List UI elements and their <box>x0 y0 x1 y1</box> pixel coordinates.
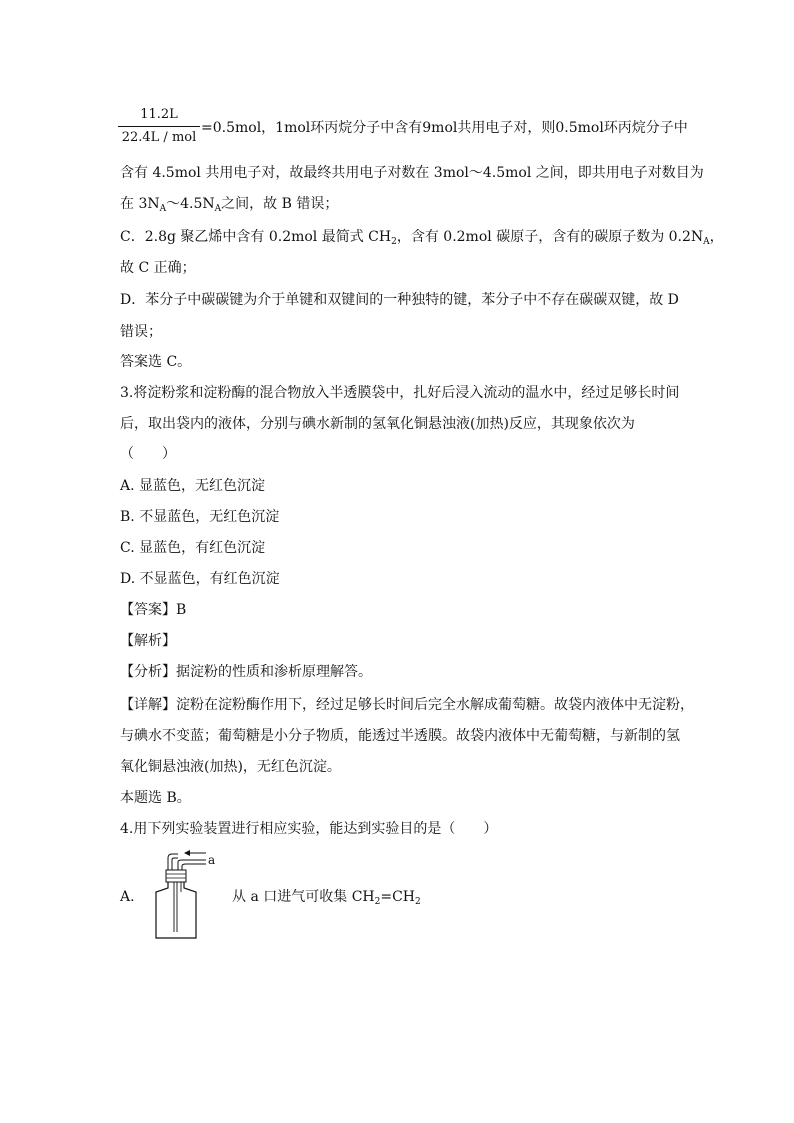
apparatus-label-a: a <box>208 853 216 867</box>
fraction <box>118 106 200 146</box>
q4-option-a-label: A. <box>120 889 135 905</box>
text-line-1: =0.5mol，1mol环丙烷分子中含有9mol共用电子对，则0.5mol环丙烷分子中 <box>201 120 688 136</box>
q3-stem-line-1: 3.将淀粉浆和淀粉酶的混合物放入半透膜袋中，扎好后浸入流动的温水中，经过足够长时间 <box>120 385 680 401</box>
text-line-3 <box>120 194 338 214</box>
q3-option-d: D. 不显蓝色，有红色沉淀 <box>120 571 280 587</box>
q3-answer <box>120 600 186 620</box>
q3-analysis-label: 【解析】 <box>120 633 176 649</box>
text-line-4 <box>120 227 724 247</box>
fraction-numerator: 11.2L <box>140 107 178 122</box>
q3-fenxi <box>120 662 372 682</box>
line3-part-a: 在 3N <box>120 196 160 212</box>
line4-part-b: ，含有 0.2mol 碳原子，含有的碳原子数为 0.2N <box>396 229 704 245</box>
detail-text-1: 淀粉在淀粉酶作用下，经过足够长时间后完全水解成葡萄糖。故袋内液体中无淀粉， <box>176 697 694 713</box>
q4-option-a-text <box>232 887 421 907</box>
q3-detail-line-3: 氧化铜悬浊液(加热)，无红色沉淀。 <box>120 759 341 775</box>
fenxi-text: 据淀粉的性质和渗析原理解答。 <box>176 664 372 680</box>
text-line-5: 故 C 正确； <box>120 260 196 276</box>
q3-detail-line-1 <box>120 695 694 715</box>
opta-sub-1: 2 <box>374 897 381 907</box>
answer-value: B <box>176 602 187 618</box>
line4-part-a: C．2.8g 聚乙烯中含有 0.2mol 最简式 CH <box>120 229 392 245</box>
q3-option-b: B. 不显蓝色，无红色沉淀 <box>120 509 280 525</box>
q3-option-c: C. 显蓝色，有红色沉淀 <box>120 540 266 556</box>
opta-part-a: 从 a 口进气可收集 CH <box>232 889 375 905</box>
fraction-bar <box>118 126 200 127</box>
opta-sub-2: 2 <box>415 897 421 907</box>
line3-sub-2: A <box>214 204 222 214</box>
text-line-7: 错误； <box>120 324 162 340</box>
q4-stem: 4.用下列实验装置进行相应实验，能达到实验目的是（ ） <box>120 821 498 837</box>
fenxi-label: 【分析】 <box>120 664 176 680</box>
line3-sub-1: A <box>159 204 167 214</box>
fraction-denominator: 22.4L / mol <box>121 130 197 145</box>
q3-detail-line-2: 与碘水不变蓝；葡萄糖是小分子物质，能透过半透膜。故袋内液体中无葡萄糖，与新制的氢 <box>120 728 680 744</box>
line3-part-b: ～4.5N <box>166 196 215 212</box>
text-line-6: D．苯分子中碳碳键为介于单键和双键间的一种独特的键，苯分子中不存在碳碳双键，故 D <box>120 292 679 308</box>
q3-conclusion: 本题选 B。 <box>120 790 191 806</box>
text-line-2: 含有 4.5mol 共用电子对，故最终共用电子对数在 3mol～4.5mol 之间，即共用电子对数目为 <box>120 165 704 181</box>
answer-label: 【答案】 <box>120 602 176 618</box>
q3-blank: （ ） <box>120 446 176 462</box>
line4-sub-1: 2 <box>391 237 397 247</box>
line4-part-c: ， <box>709 229 724 245</box>
line4-sub-2: A <box>703 237 710 247</box>
q3-option-a: A. 显蓝色，无红色沉淀 <box>120 478 266 494</box>
line3-part-c: 之间，故 B 错误； <box>221 196 339 212</box>
q3-stem-line-2: 后，取出袋内的液体，分别与碘水新制的氢氧化铜悬浊液(加热)反应，其现象依次为 <box>120 416 635 432</box>
text-line-8: 答案选 C。 <box>120 354 192 370</box>
opta-part-b: =CH <box>380 889 416 905</box>
detail-label: 【详解】 <box>120 697 176 713</box>
